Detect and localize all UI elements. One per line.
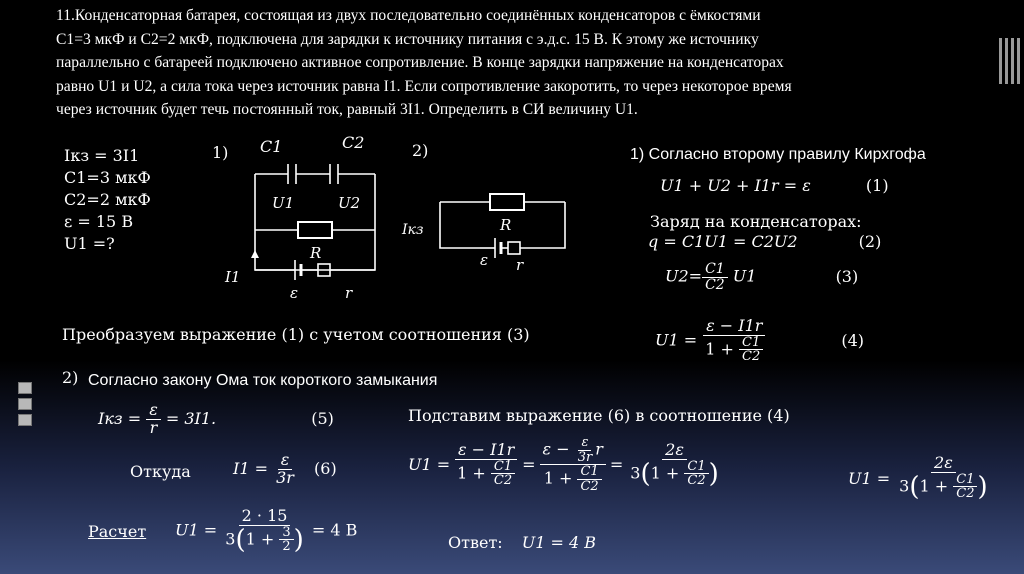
fraction-denominator: 3r [577, 449, 593, 465]
fraction-numerator: 3 [279, 526, 293, 541]
equation-lhs: U2= [665, 266, 703, 286]
capacitor-label: C1 [260, 137, 283, 156]
fraction-denominator: 3r [276, 467, 294, 487]
denominator-prefix: 1 + [457, 463, 486, 483]
numerator-part: r [595, 439, 603, 459]
fraction [739, 336, 763, 364]
equation-lhs: I1 = [233, 458, 268, 478]
charge-heading: Заряд на конденсаторах: [650, 212, 862, 231]
fraction-denominator: C2 [956, 486, 975, 502]
emf-label: ε [480, 251, 489, 269]
fraction-numerator: 2ε [662, 442, 687, 460]
fraction [684, 460, 708, 488]
fraction [491, 460, 515, 488]
slide-decoration [18, 414, 32, 426]
fraction-denominator: 3(1 + $\frac{3}{2}$ ) [225, 524, 304, 555]
equation-number: (5) [311, 408, 334, 428]
fraction-numerator: ε [146, 402, 161, 420]
ohm-law-heading: Согласно закону Ома ток короткого замыкания [88, 372, 438, 389]
equation-text: q = C1U1 = C2U2 [648, 232, 798, 251]
equation-5 [98, 402, 334, 437]
fraction-denominator: 3(1 + $\frac{C1}{C2}$ ) [630, 458, 719, 489]
problem-line: параллельно с батареей подключено активное сопротивление. В конце зарядки напряжение на конденсаторах [56, 54, 784, 71]
circuit-diagram-1 [200, 130, 400, 310]
given-line: ε = 15 В [64, 212, 134, 231]
resistor-label: R [500, 216, 512, 234]
denominator-prefix: 3 [630, 463, 641, 483]
circuit-diagram-2 [400, 140, 580, 280]
calc-equation [175, 508, 357, 554]
voltage-label: U1 [272, 194, 295, 212]
fraction [896, 455, 990, 501]
calc-label: Расчет [88, 522, 147, 541]
fraction [575, 436, 596, 464]
denominator-inner: 1 + [919, 476, 949, 496]
fraction-numerator: C1 [491, 460, 515, 475]
fraction-numerator: ε [578, 436, 591, 451]
problem-line: через источник будет течь постоянный ток, равный 3I1. Определить в СИ величину U1. [56, 101, 638, 118]
fraction [273, 452, 297, 487]
substitution-equation [408, 436, 722, 494]
kirchhoff-heading: 1) Согласно второму правилу Кирхгофа [630, 146, 926, 163]
emf-label: ε [290, 284, 299, 302]
fraction-numerator: ε [278, 452, 293, 470]
fraction-numerator: ε − I1r [455, 442, 517, 460]
fraction-numerator [540, 436, 606, 465]
given-line: C1=3 мкФ [64, 168, 151, 187]
fraction-denominator: C2 [742, 349, 761, 365]
fraction-denominator: 2 [282, 539, 291, 555]
fraction-denominator: C2 [687, 473, 706, 489]
given-line: Iкз = 3I1 [64, 146, 140, 165]
equation-lhs: U1 = [848, 468, 891, 488]
fraction-numerator: C1 [953, 473, 977, 488]
equation-rhs: = 4 В [311, 520, 358, 540]
equation-number: (6) [314, 458, 337, 478]
otkuda-label: Откуда [130, 462, 191, 481]
equation-3 [665, 262, 858, 292]
equation-number: (3) [835, 266, 859, 286]
equation-lhs: Iкз = [98, 408, 142, 428]
fraction-numerator: 2ε [931, 455, 956, 473]
slide-decoration [18, 382, 32, 394]
answer [448, 533, 596, 552]
fraction [577, 465, 601, 493]
equation-2 [648, 232, 881, 251]
fraction-numerator: C1 [684, 460, 708, 475]
equation-1 [660, 176, 889, 195]
equation-number: (1) [865, 176, 889, 195]
fraction [279, 526, 293, 554]
fraction-denominator [541, 465, 605, 493]
fraction [146, 402, 161, 437]
transform-text: Преобразуем выражение (1) с учетом соотношения (3) [62, 325, 530, 344]
answer-label: Ответ: [448, 533, 503, 552]
final-formula [848, 455, 991, 501]
equation-4 [655, 318, 864, 364]
equation-lhs: U1 = [408, 455, 451, 475]
capacitor-label: C2 [342, 133, 365, 152]
fraction [702, 318, 766, 364]
fraction-numerator: ε − I1r [703, 318, 765, 336]
fraction-denominator: 3(1 + $\frac{C1}{C2}$ ) [899, 471, 988, 502]
short-circuit-current-label: Iкз [402, 222, 424, 238]
fraction-denominator: C2 [493, 473, 513, 489]
equation-rhs: U1 [732, 266, 757, 286]
equals-sign: = [522, 455, 536, 475]
given-line: U1 =? [64, 234, 115, 253]
fraction-denominator [454, 460, 518, 488]
circuit-number: 2) [412, 141, 429, 160]
internal-resistance-label: r [516, 256, 524, 274]
equation-number: (4) [841, 330, 864, 350]
equation-lhs: U1 = [175, 520, 218, 540]
part-number: 2) [62, 368, 79, 387]
substitute-heading: Подставим выражение (6) в соотношение (4) [408, 406, 790, 425]
fraction-numerator: C1 [739, 336, 763, 351]
denominator-inner: 1 + [245, 529, 275, 549]
fraction [627, 439, 721, 489]
fraction [953, 473, 977, 501]
resistor-label: R [310, 244, 322, 262]
fraction [222, 508, 307, 554]
slide-decoration-bars [999, 38, 1024, 84]
answer-value: U1 = 4 В [521, 533, 597, 552]
fraction [540, 436, 606, 494]
fraction-denominator [702, 336, 766, 364]
fraction [702, 262, 728, 292]
problem-line: 11.Конденсаторная батарея, состоящая из двух последовательно соединённых конденсаторов с ёмкостями [56, 7, 761, 24]
fraction-denominator: r [149, 417, 158, 437]
denominator-inner: 1 + [650, 463, 680, 483]
numerator-part: ε − [542, 439, 570, 459]
denominator-prefix: 3 [225, 529, 236, 549]
fraction-denominator: C2 [580, 478, 599, 494]
equation-lhs: U1 = [655, 330, 698, 350]
slide-decoration [18, 398, 32, 410]
fraction-numerator: 2 · 15 [239, 508, 291, 526]
problem-statement [56, 4, 972, 122]
equation-rhs: = 3I1. [165, 408, 217, 428]
denominator-prefix: 1 + [543, 468, 573, 488]
equals-sign: = [609, 455, 624, 475]
voltage-label: U2 [338, 194, 361, 212]
equation-text: U1 + U2 + I1r = ε [660, 176, 811, 195]
circuit-number: 1) [212, 143, 229, 162]
fraction-denominator: C2 [705, 276, 725, 293]
equation-number: (2) [858, 232, 882, 251]
fraction-numerator: C1 [702, 262, 728, 278]
equation-6 [233, 452, 337, 487]
current-label: I1 [225, 268, 241, 286]
given-line: C2=2 мкФ [64, 190, 151, 209]
given-block [64, 145, 151, 255]
problem-line: C1=3 мкФ и C2=2 мкФ, подключена для зарядки к источнику питания с э.д.с. 15 В. К этому же источнику [56, 30, 759, 48]
problem-line: равно U1 и U2, а сила тока через источник равна I1. Если сопротивление закоротить, то через некоторое время [56, 77, 792, 95]
fraction-numerator: C1 [577, 465, 601, 480]
internal-resistance-label: r [345, 284, 353, 302]
denominator-prefix: 1 + [705, 339, 734, 359]
denominator-prefix: 3 [899, 476, 910, 496]
fraction [454, 439, 518, 489]
